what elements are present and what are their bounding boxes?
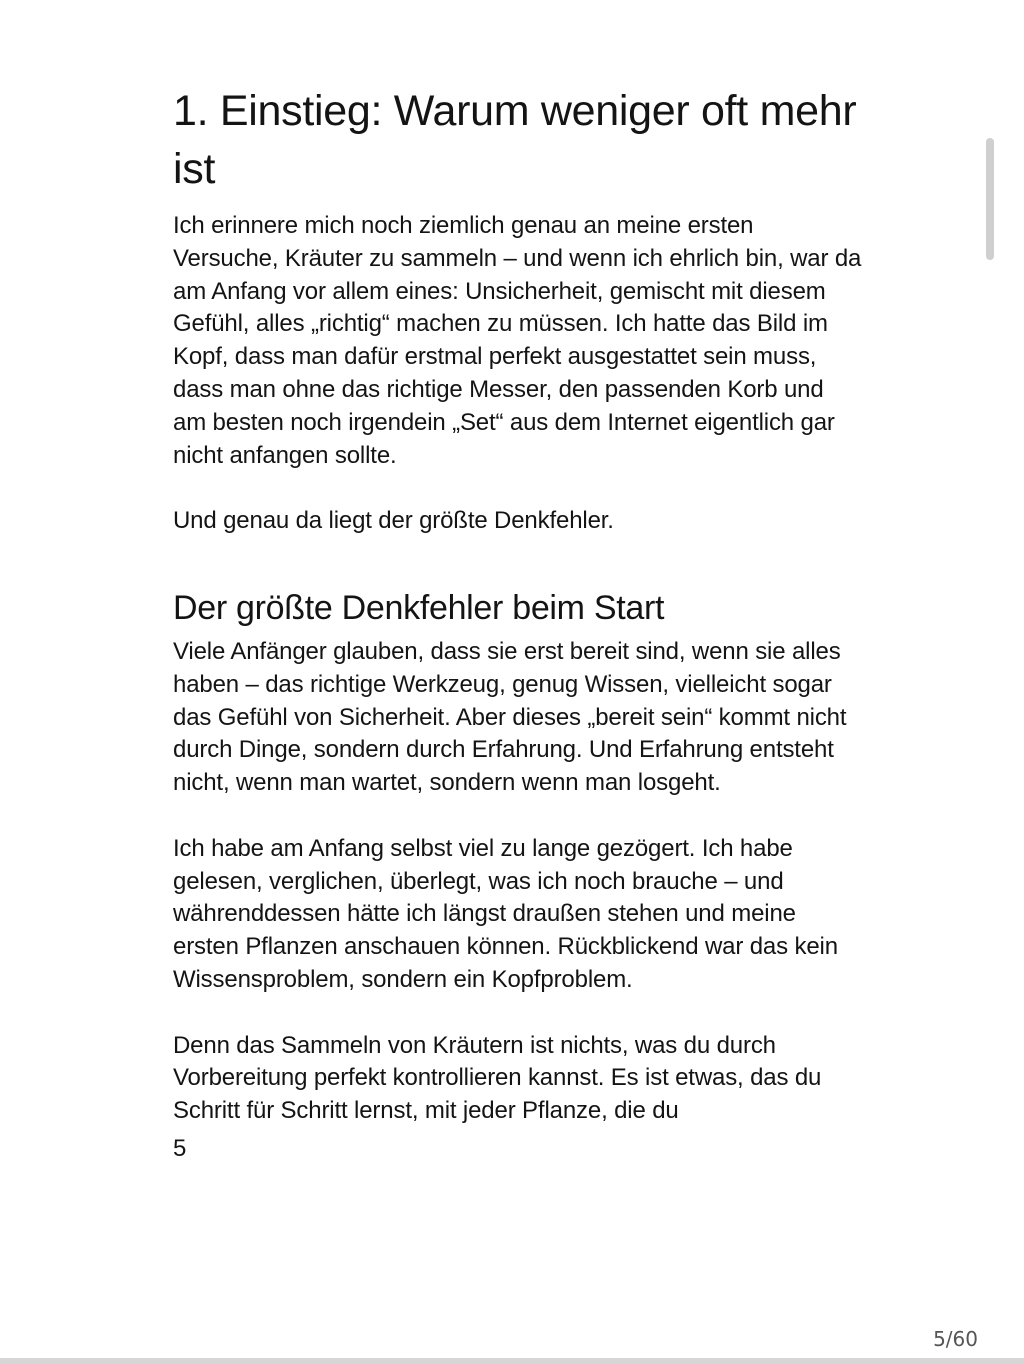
section-title: Der größte Denkfehler beim Start xyxy=(173,588,665,627)
paragraph: Denn das Sammeln von Kräutern ist nichts, was du durch Vorbereitung perfekt kontrollieren kannst. Es ist etwas, das du Schritt für Schritt lernst, mit jeder Pflanze, die du xyxy=(173,1031,822,1125)
page-indicator: 5/60 xyxy=(933,1327,978,1351)
paragraph: Viele Anfänger glauben, dass sie erst bereit sind, wenn sie alles haben – das richtige Werkzeug, genug Wissen, vielleicht sogar das Gefühl von Sicherheit. Aber dieses „bereit sein“ kommt nicht durch Dinge, sondern durch Erfahrung. Und Erfahrung entsteht nicht, wenn man wartet, sondern wenn man losgeht. xyxy=(173,637,847,797)
scrollbar-thumb[interactable] xyxy=(986,138,994,260)
paragraph: Ich habe am Anfang selbst viel zu lange gezögert. Ich habe gelesen, verglichen, überlegt, was ich noch brauche – und währenddessen hätte ich längst draußen stehen und meine ersten Pflanzen anschauen können. Rückblickend war das kein Wissensproblem, sondern ein Kopfproblem. xyxy=(173,834,838,993)
bottom-scroll-track[interactable] xyxy=(0,1358,1024,1364)
paragraph: Und genau da liegt der größte Denkfehler. xyxy=(173,507,614,535)
chapter-title: 1. Einstieg: Warum weniger oft mehr ist xyxy=(173,87,857,193)
paragraph: Ich erinnere mich noch ziemlich genau an meine ersten Versuche, Kräuter zu sammeln – und wenn ich ehrlich bin, war da am Anfang vor allem eines: Unsicherheit, gemischt mit diesem Gefühl, alles „richtig“ machen zu müssen. Ich hatte das Bild im Kopf, dass man dafür erstmal perfekt ausgestattet sein muss, dass man ohne das richtige Messer, den passenden Korb und am besten noch irgendein „Set“ aus dem Internet eigentlich gar nicht anfangen sollte. xyxy=(173,212,862,469)
page-number: 5 xyxy=(173,1134,187,1162)
document-page xyxy=(173,82,863,1165)
